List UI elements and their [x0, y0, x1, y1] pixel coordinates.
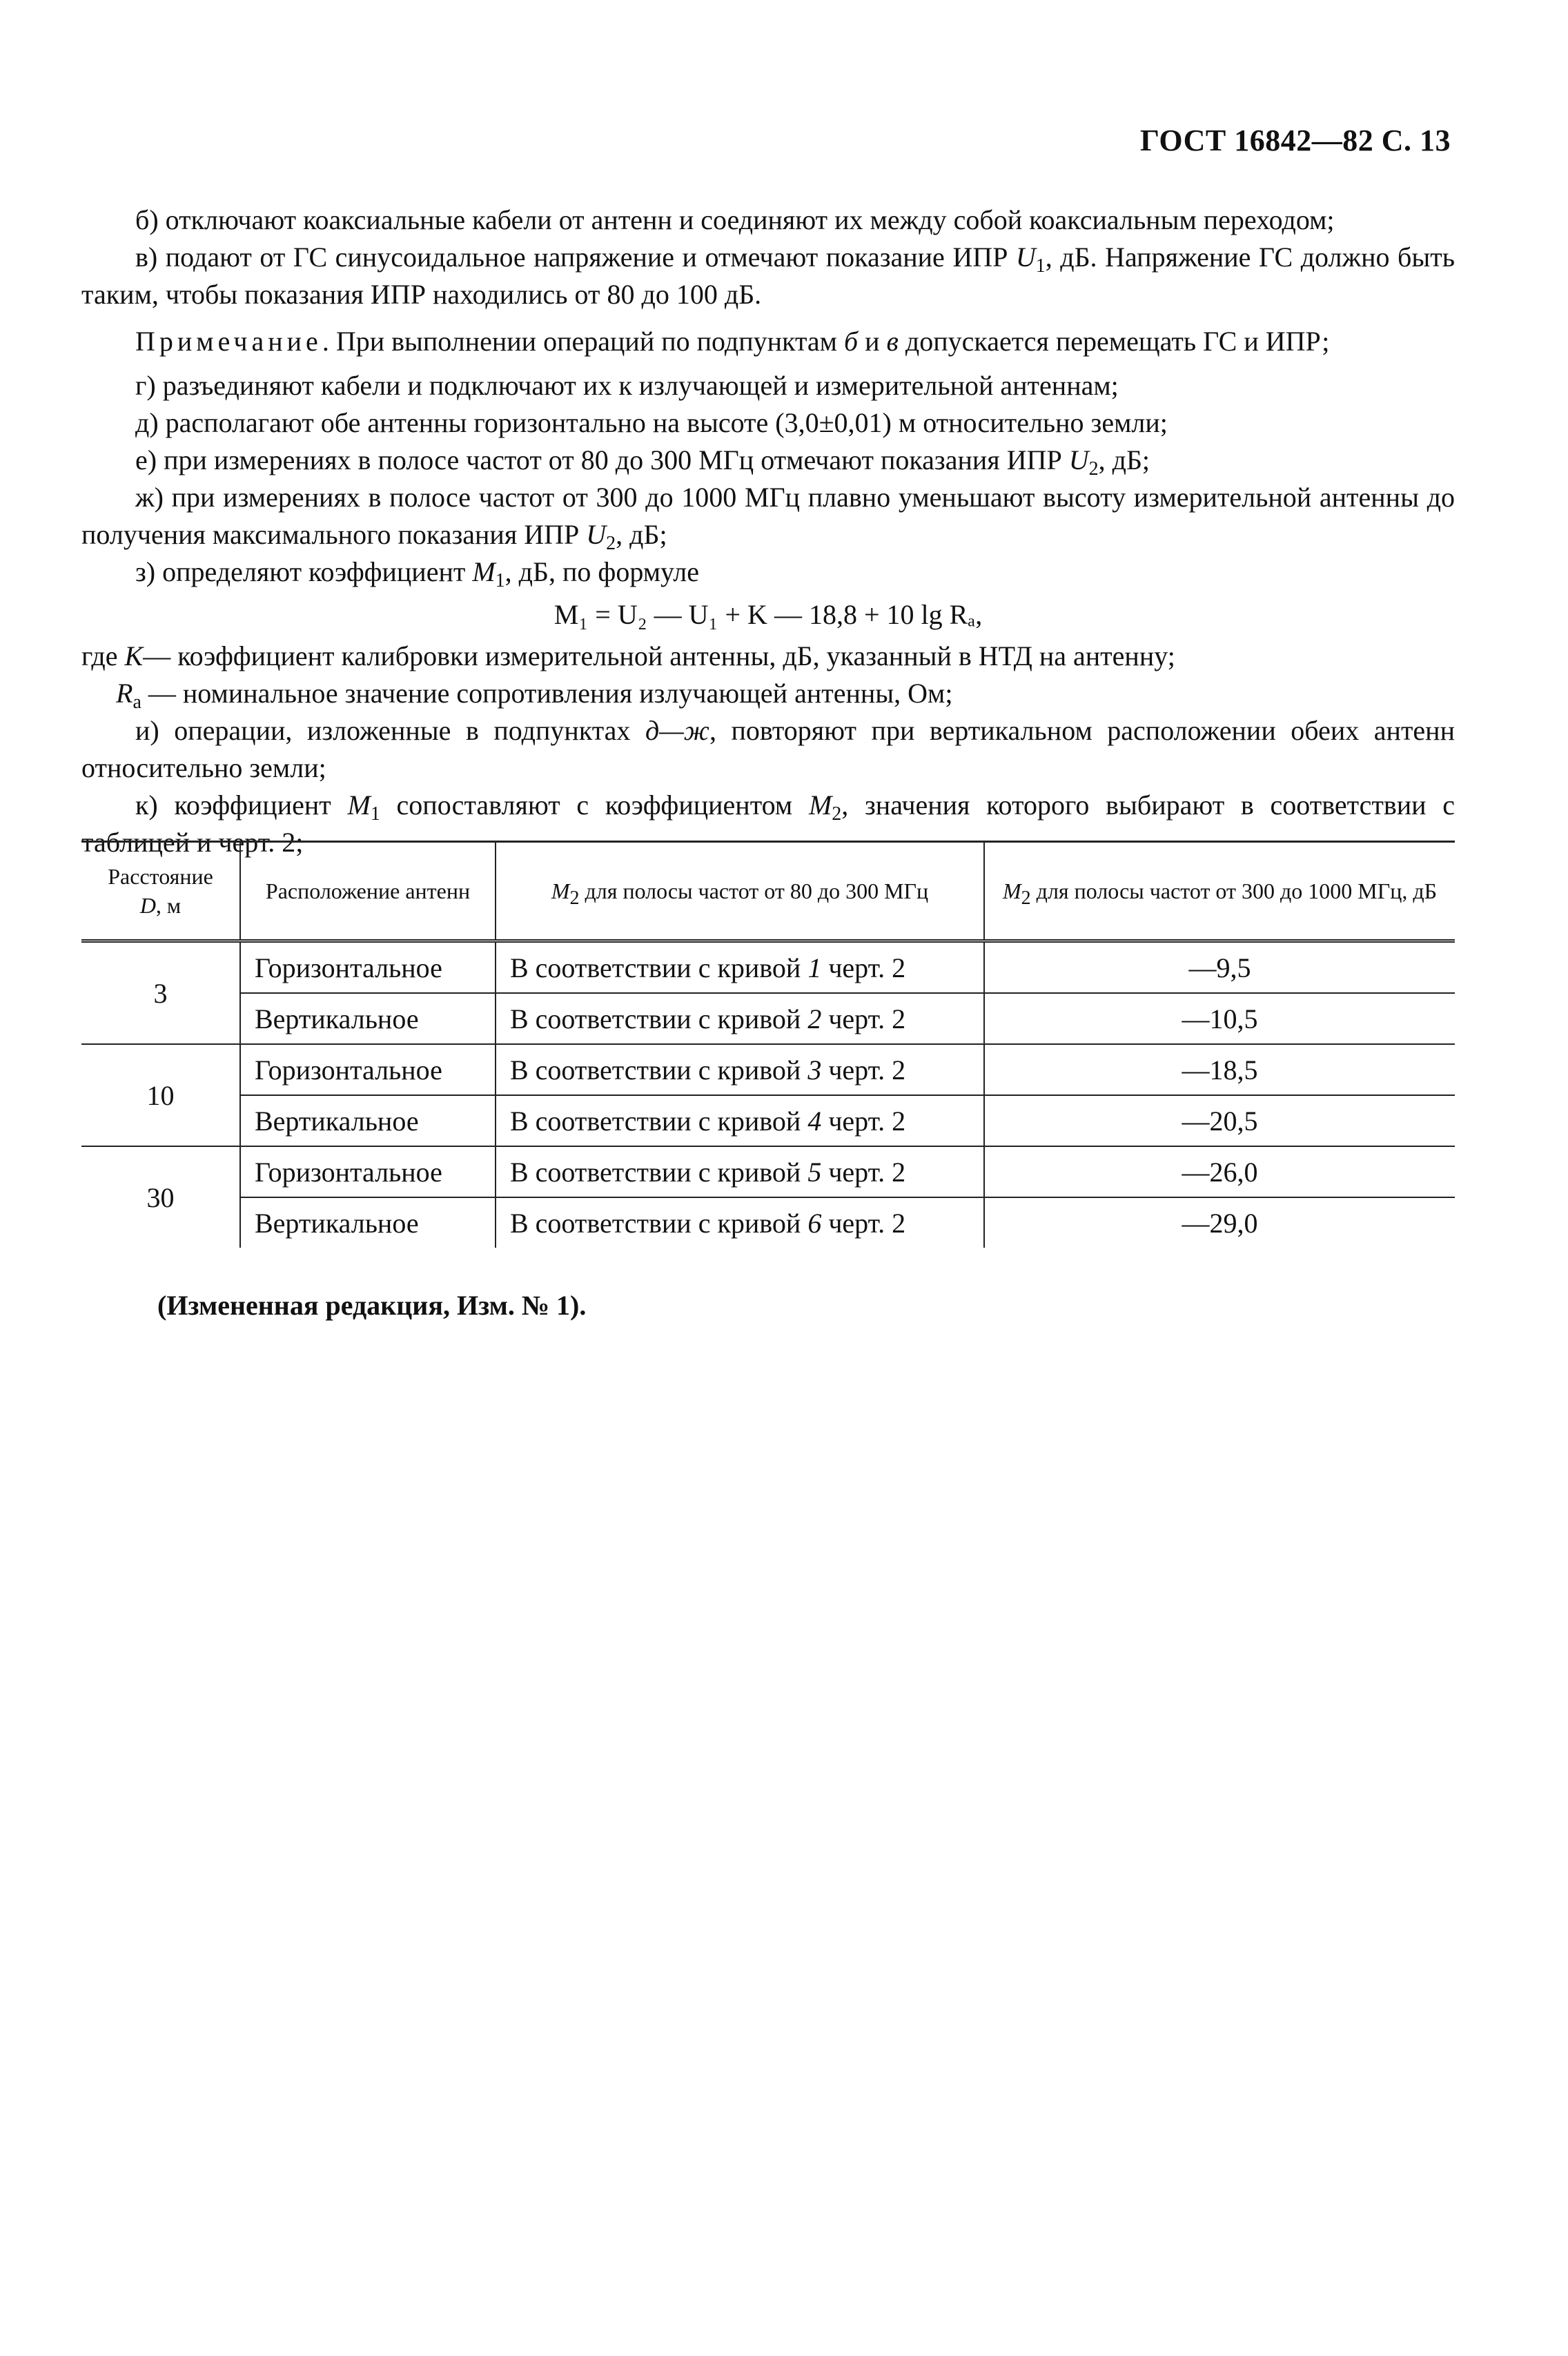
table-row [81, 941, 1455, 994]
cell-low-suffix: черт. 2 [821, 1156, 906, 1188]
curve-number: 2 [807, 1003, 822, 1034]
where-k-text: — коэффициент калибровки измерительной антенны, дБ, указанный в НТД на антенну; [143, 640, 1175, 671]
curve-number: 1 [807, 952, 822, 983]
item-v [81, 239, 1455, 313]
coefficient-table [81, 841, 1455, 1248]
note-text: . При выполнении операций по подпунктам [322, 326, 844, 357]
item-i-text-2: , повторяют при вертикальном расположении обеих антенн относительно земли; [81, 715, 1455, 783]
item-i-text: и) операции, изложенные в подпунктах [135, 715, 645, 746]
cell-high: —9,5 [984, 941, 1455, 994]
note-and: и [858, 326, 887, 357]
header-m2-high [984, 842, 1455, 941]
var-m: M [1003, 878, 1021, 903]
var-m: M [551, 878, 570, 903]
header-distance [81, 842, 240, 941]
cell-low-suffix: черт. 2 [821, 1105, 906, 1137]
cell-high: —18,5 [984, 1044, 1455, 1095]
cell-low-text: В соответствии с кривой [510, 952, 808, 983]
header-distance-unit: , м [155, 893, 182, 918]
item-z-text: з) определяют коэффициент [135, 556, 473, 587]
item-z-text-2: , дБ, по формуле [504, 556, 699, 587]
var-u: U [586, 519, 607, 550]
cell-position: Вертикальное [240, 1095, 496, 1146]
table-row [81, 1044, 1455, 1095]
table-row [81, 1197, 1455, 1248]
cell-low [496, 1146, 984, 1197]
cell-position: Вертикальное [240, 993, 496, 1044]
var-m: M [347, 789, 371, 821]
cell-low-suffix: черт. 2 [821, 1207, 906, 1239]
table-row [81, 993, 1455, 1044]
cell-position: Горизонтальное [240, 941, 496, 994]
var-u: U [1068, 444, 1089, 475]
curve-number: 4 [807, 1105, 822, 1137]
item-z [81, 553, 1455, 591]
cell-low-text: В соответствии с кривой [510, 1207, 808, 1239]
var-sub: 2 [1021, 887, 1031, 909]
item-d: д) располагают обе антенны горизонтально на высоте (3,0±0,01) м относительно земли; [135, 407, 1168, 438]
item-v-text: в) подают от ГС синусоидальное напряжение и отмечают показание ИПР [135, 242, 1016, 273]
cell-low-text: В соответствии с кривой [510, 1105, 808, 1137]
cell-low [496, 1044, 984, 1095]
item-zh-text: ж) при измерениях в полосе частот от 300 до 1000 МГц плавно уменьшают высоту измерительной антенны до получения максимального показания ИПР [81, 482, 1455, 550]
var-m: M [472, 556, 496, 587]
table-row [81, 1146, 1455, 1197]
var-m: M [808, 789, 832, 821]
var-sub: 2 [606, 533, 616, 554]
header-position: Расположение антенн [240, 842, 496, 941]
cell-low [496, 941, 984, 994]
var-sub: 1 [1035, 255, 1046, 277]
cell-high: —10,5 [984, 993, 1455, 1044]
cell-low [496, 1095, 984, 1146]
item-g: г) разъединяют кабели и подключают их к излучающей и измерительной антеннам; [135, 370, 1119, 401]
note-label: Примечание [135, 326, 322, 357]
item-zh-text-2: , дБ; [616, 519, 667, 550]
var-sub: 1 [495, 570, 505, 591]
cell-low-suffix: черт. 2 [821, 952, 906, 983]
item-zh [81, 479, 1455, 553]
cell-high: —29,0 [1182, 1207, 1258, 1239]
var-sub: 2 [832, 803, 842, 825]
cell-distance: 10 [81, 1044, 240, 1146]
curve-number: 3 [807, 1054, 822, 1086]
page-header: ГОСТ 16842—82 С. 13 [1139, 124, 1451, 157]
var-k: K [124, 640, 144, 671]
cell-high: —26,0 [984, 1146, 1455, 1197]
cell-distance: 3 [81, 941, 240, 1045]
body-text [81, 202, 1455, 861]
item-k-text-3: , значения которого выбирают в соответствии с таблицей и черт. 2; [81, 789, 1456, 858]
var-sub: а [133, 691, 141, 713]
header-distance-label: Расстояние [108, 864, 213, 889]
cell-position: Вертикальное [240, 1197, 496, 1248]
formula: M₁ = U₂ — U₁ + K — 18,8 + 10 lg Rₐ, [553, 599, 983, 630]
var-sub: 2 [1088, 458, 1099, 480]
where-prefix: где [81, 640, 125, 671]
var-sub: 2 [569, 887, 580, 909]
curve-number: 5 [807, 1156, 822, 1188]
cell-low [496, 1197, 984, 1248]
note-text-2: допускается перемещать ГС и ИПР; [898, 326, 1330, 357]
item-b: б) отключают коаксиальные кабели от антенн и соединяют их между собой коаксиальным переходом; [135, 204, 1335, 235]
item-e-text-2: , дБ; [1098, 444, 1150, 475]
where-r-text: — номинальное значение сопротивления излучающей антенны, Ом; [141, 678, 953, 709]
item-e [81, 442, 1455, 479]
cell-distance: 30 [81, 1146, 240, 1248]
item-v-text-2: , дБ. Напряжение ГС должно быть таким, чтобы показания ИПР находились от 80 до 100 дБ. [81, 242, 1455, 310]
var-sub: 1 [370, 803, 380, 825]
note-ref-b: б [843, 326, 859, 357]
table-header-row [81, 842, 1455, 941]
cell-low-text: В соответствии с кривой [510, 1054, 808, 1086]
item-e-text: е) при измерениях в полосе частот от 80 до 300 МГц отмечают показания ИПР [135, 444, 1069, 475]
table-row [81, 1095, 1455, 1146]
cell-low-text: В соответствии с кривой [510, 1003, 808, 1034]
item-i [81, 712, 1455, 787]
curve-number: 6 [807, 1207, 822, 1239]
var-d: D [139, 893, 156, 918]
item-k-text-2: сопоставляют с коэффициентом [380, 789, 809, 821]
note [81, 323, 1455, 360]
item-range: д—ж [645, 715, 709, 746]
cell-position: Горизонтальное [240, 1146, 496, 1197]
header-m2-low [496, 842, 984, 941]
where-r [81, 675, 1455, 712]
var-r: R [116, 678, 133, 709]
cell-position: Горизонтальное [240, 1044, 496, 1095]
cell-low [496, 993, 984, 1044]
cell-high: —20,5 [984, 1095, 1455, 1146]
revision-note: (Измененная редакция, Изм. № 1). [157, 1290, 587, 1321]
header-m2-low-text: для полосы частот от 80 до 300 МГц [579, 878, 929, 903]
cell-low-suffix: черт. 2 [821, 1003, 906, 1034]
cell-low-text: В соответствии с кривой [510, 1156, 808, 1188]
header-m2-high-text: для полосы частот от 300 до 1000 МГц, дБ [1030, 878, 1437, 903]
cell-low-suffix: черт. 2 [821, 1054, 906, 1086]
note-ref-v: в [886, 326, 899, 357]
item-k-text: к) коэффициент [135, 789, 348, 821]
where-k [81, 638, 1455, 675]
var-u: U [1015, 242, 1036, 273]
